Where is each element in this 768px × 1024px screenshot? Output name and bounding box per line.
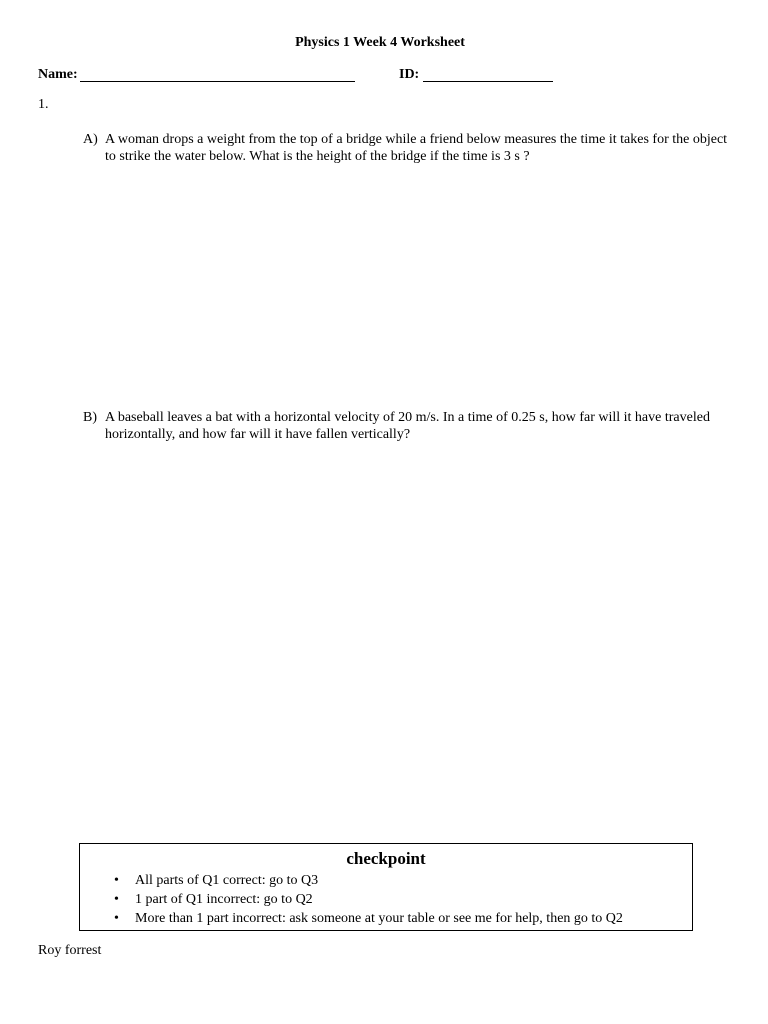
author-name: Roy forrest: [38, 943, 102, 958]
checkpoint-title: checkpoint: [346, 849, 426, 868]
worksheet-title: Physics 1 Week 4 Worksheet: [295, 35, 465, 50]
part-a-question: A woman drops a weight from the top of a bridge while a friend below measures the time it takes for the object to strike the water below. What is the height of the bridge if the time is 3 s ?: [105, 132, 728, 164]
part-a-letter: A): [83, 132, 98, 147]
checkpoint-item-text: 1 part of Q1 incorrect: go to Q2: [135, 892, 313, 907]
part-b-letter: B): [83, 410, 97, 425]
checkpoint-item: [80, 871, 623, 890]
part-b-answer-area[interactable]: [105, 455, 730, 825]
checkpoint-item: [80, 890, 623, 909]
bullet-icon: •: [114, 873, 119, 888]
name-field[interactable]: [80, 67, 355, 82]
checkpoint-box: [79, 843, 693, 931]
name-label: Name:: [38, 67, 78, 82]
id-label: ID:: [399, 67, 420, 82]
question-number: 1.: [38, 97, 49, 112]
checkpoint-item-text: More than 1 part incorrect: ask someone at your table or see me for help, then go to Q2: [135, 911, 623, 926]
checkpoint-list: [80, 871, 623, 928]
part-a-answer-area[interactable]: [105, 175, 730, 395]
checkpoint-item: [80, 909, 623, 928]
bullet-icon: •: [114, 892, 119, 907]
checkpoint-item-text: All parts of Q1 correct: go to Q3: [135, 873, 319, 888]
id-field[interactable]: [423, 67, 553, 82]
bullet-icon: •: [114, 911, 119, 926]
part-b-question: A baseball leaves a bat with a horizontal velocity of 20 m/s. In a time of 0.25 s, how far will it have traveled horizontally, and how far will it have fallen vertically?: [105, 410, 710, 442]
